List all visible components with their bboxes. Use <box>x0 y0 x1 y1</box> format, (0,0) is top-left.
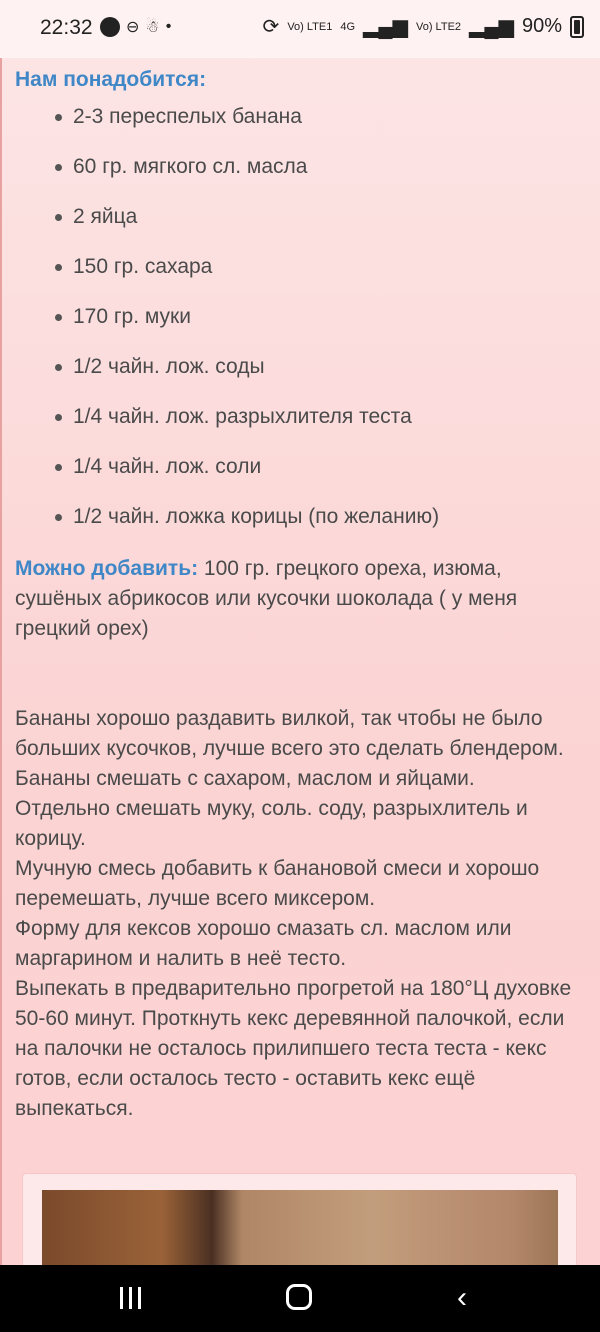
dnd-icon: ⊖ <box>126 19 140 36</box>
instruction-step: Бананы смешать с сахаром, маслом и яйцами. <box>15 767 475 790</box>
assistant-icon: ☃ <box>145 19 160 36</box>
list-item: 150 гр. сахара <box>15 242 585 292</box>
recent-apps-icon[interactable] <box>120 1287 144 1309</box>
data-saver-icon: ⟳ <box>262 16 280 38</box>
instruction-step: Отдельно смешать муку, соль. соду, разрыхлитель и корицу. <box>15 797 528 850</box>
battery-text: 90% <box>521 15 562 37</box>
sim1-label: Vo) LTE1 <box>287 20 333 33</box>
list-item: 60 гр. мягкого сл. масла <box>15 142 585 192</box>
list-item: 1/4 чайн. лож. разрыхлителя теста <box>15 392 585 442</box>
battery-icon <box>570 16 584 38</box>
list-item: 1/4 чайн. лож. соли <box>15 442 585 492</box>
list-item: 1/2 чайн. лож. соды <box>15 342 585 392</box>
home-icon[interactable] <box>286 1284 312 1310</box>
list-item: 1/2 чайн. ложка корицы (по желанию) <box>15 492 585 542</box>
status-time: 22:32 <box>40 16 93 39</box>
list-item: 2 яйца <box>15 192 585 242</box>
signal-icon: ▂▄▆ <box>363 16 408 38</box>
status-right-icons <box>263 14 584 39</box>
optional-text: 100 гр. грецкого ореха, изюма, сушёных абрикосов или кусочки шоколада ( у меня грецкий орех) <box>15 557 518 640</box>
list-item: 2-3 переспелых банана <box>15 92 585 142</box>
notification-dot-icon: • <box>165 18 172 35</box>
ingredients-list <box>15 92 585 542</box>
back-icon[interactable]: ‹ <box>457 1281 467 1314</box>
instruction-step: Мучную смесь добавить к банановой смеси и хорошо перемешать, лучше всего миксером. <box>15 857 540 910</box>
banana-bread-photo[interactable] <box>42 1190 558 1265</box>
status-left-icons <box>100 17 171 37</box>
ingredients-heading: Нам понадобится: <box>15 68 207 91</box>
instruction-step: Форму для кексов хорошо смазать сл. маслом или маргарином и налить в неё тесто. <box>15 917 512 970</box>
article-content <box>15 58 585 1124</box>
instruction-step: Выпекать в предварительно прогретой на 180°Ц духовке 50-60 минут. Проткнуть кекс деревянной палочкой, если на палочки не осталось прилипшего теста теста - кекс готов, если осталось тесто - оставить кекс ещё выпекаться. <box>15 977 572 1120</box>
list-item: 170 гр. муки <box>15 292 585 342</box>
status-bar <box>0 0 600 58</box>
wecr-icon <box>100 17 120 37</box>
sim2-label: Vo) LTE2 <box>415 20 462 33</box>
navigation-bar <box>0 1265 600 1332</box>
optional-additions <box>15 554 585 644</box>
signal-icon-2: ▂▄▆ <box>469 16 514 38</box>
optional-label: Можно добавить: <box>15 557 199 580</box>
instructions <box>15 704 585 1124</box>
instruction-step: Бананы хорошо раздавить вилкой, так чтобы не было больших кусочков, лучше всего это сделать блендером. <box>15 707 564 760</box>
network-type: 4G <box>340 20 356 33</box>
